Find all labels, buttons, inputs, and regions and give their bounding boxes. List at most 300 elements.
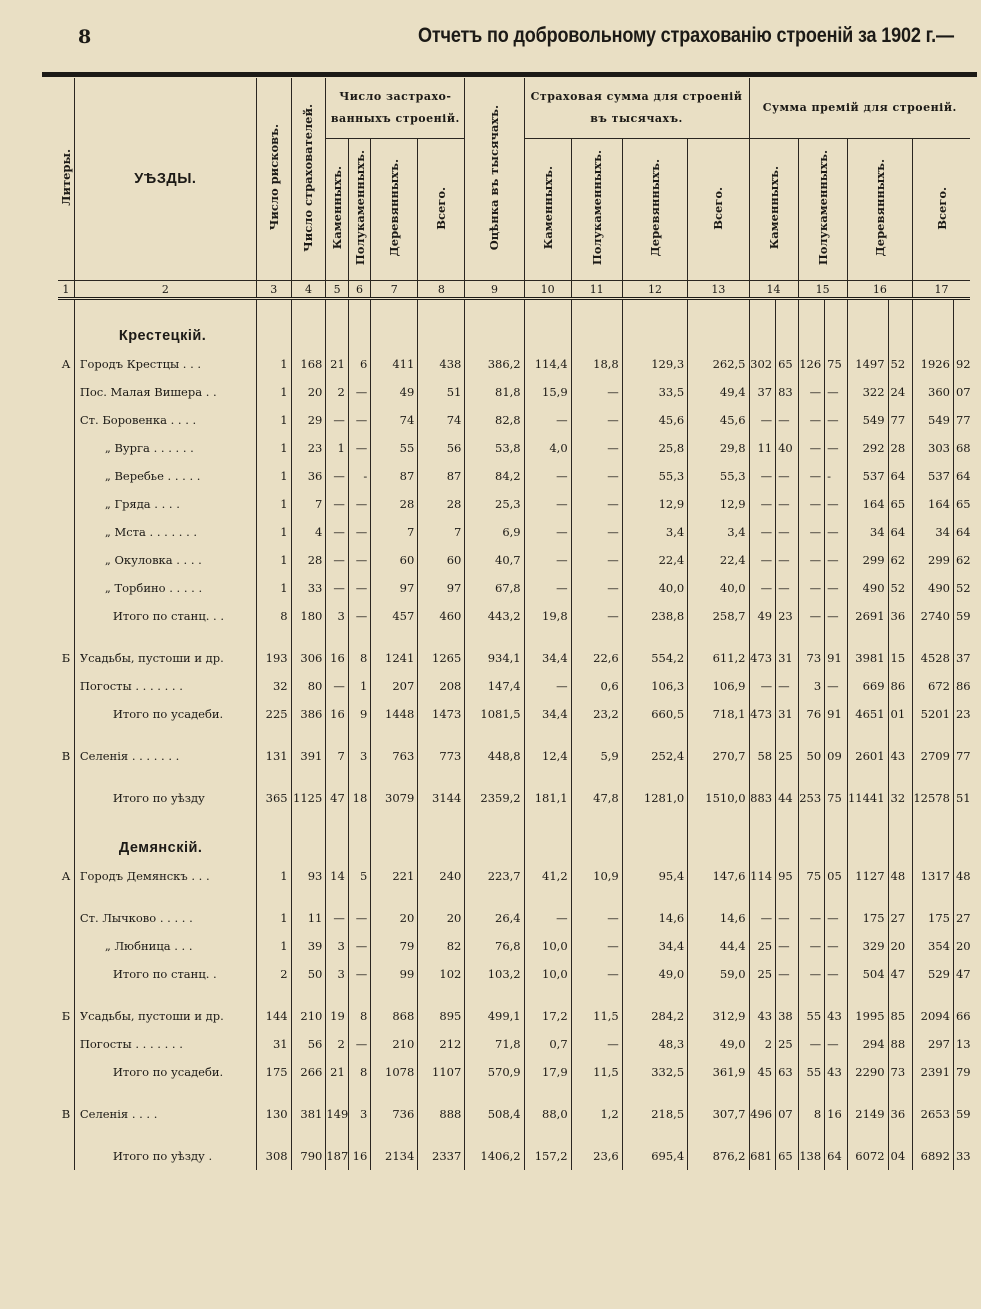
value-cell: 164 <box>913 490 954 518</box>
value-cell: 672 <box>913 672 954 700</box>
value-cell: 448,8 <box>465 742 524 770</box>
value-cell: — <box>776 490 798 518</box>
value-cell: 49,0 <box>622 960 687 988</box>
value-cell: 2653 <box>913 1100 954 1128</box>
value-cell: — <box>571 904 622 932</box>
value-cell: 27 <box>888 904 913 932</box>
value-cell: 55,3 <box>622 462 687 490</box>
value-cell: 695,4 <box>622 1142 687 1170</box>
value-cell: 51 <box>418 378 465 406</box>
value-cell: 50 <box>798 742 825 770</box>
value-cell: 51 <box>953 784 970 812</box>
value-cell: 13 <box>953 1030 970 1058</box>
value-cell: 25 <box>749 932 776 960</box>
value-cell: — <box>571 960 622 988</box>
value-cell: 91 <box>825 644 847 672</box>
gap-cell <box>847 890 888 904</box>
value-cell: — <box>798 462 825 490</box>
value-cell: — <box>798 378 825 406</box>
value-cell: 570,9 <box>465 1058 524 1086</box>
row-litera <box>58 700 74 728</box>
row-name: Итого по уѣзду . <box>74 1142 256 1170</box>
gap-cell <box>465 988 524 1002</box>
value-cell: 52 <box>953 574 970 602</box>
value-cell: 2 <box>256 960 291 988</box>
value-cell: 611,2 <box>688 644 749 672</box>
gap-cell <box>749 1086 776 1100</box>
value-cell: — <box>798 960 825 988</box>
value-cell: 391 <box>291 742 326 770</box>
gap-cell <box>688 728 749 742</box>
column-number: 4 <box>291 281 326 299</box>
value-cell: — <box>776 462 798 490</box>
value-cell: 43 <box>888 742 913 770</box>
value-cell: 76,8 <box>465 932 524 960</box>
gap-cell <box>58 1086 74 1100</box>
value-cell: 9 <box>348 700 370 728</box>
empty-cell <box>465 812 524 862</box>
empty-cell <box>798 812 825 862</box>
value-cell: 1241 <box>371 644 418 672</box>
value-cell: 262,5 <box>688 350 749 378</box>
value-cell: 28 <box>888 434 913 462</box>
gap-cell <box>888 890 913 904</box>
column-number: 10 <box>524 281 571 299</box>
value-cell: 1127 <box>847 862 888 890</box>
value-cell: — <box>326 490 348 518</box>
empty-cell <box>749 812 776 862</box>
header-sum-total: Всего. <box>688 139 749 281</box>
row-name: Итого по уѣзду <box>74 784 256 812</box>
gap-cell <box>418 1086 465 1100</box>
value-cell: 187 <box>326 1142 348 1170</box>
table-row <box>58 784 970 812</box>
empty-cell <box>776 299 798 351</box>
value-cell: 14 <box>326 862 348 890</box>
value-cell: 75 <box>825 350 847 378</box>
gap-cell <box>953 1086 970 1100</box>
gap-cell <box>888 988 913 1002</box>
value-cell: — <box>348 518 370 546</box>
value-cell: 253 <box>798 784 825 812</box>
value-cell: 34,4 <box>622 932 687 960</box>
value-cell: 22,6 <box>571 644 622 672</box>
empty-cell <box>571 299 622 351</box>
value-cell: 22,4 <box>688 546 749 574</box>
header-insurers: Число страхователей. <box>291 78 326 281</box>
value-cell: 210 <box>371 1030 418 1058</box>
row-litera <box>58 378 74 406</box>
gap-cell <box>776 770 798 784</box>
value-cell: 26,4 <box>465 904 524 932</box>
gap-cell <box>465 770 524 784</box>
value-cell: 11441 <box>847 784 888 812</box>
value-cell: 55 <box>798 1002 825 1030</box>
value-cell: — <box>571 378 622 406</box>
value-cell: 7 <box>326 742 348 770</box>
value-cell: 129,3 <box>622 350 687 378</box>
value-cell: — <box>776 518 798 546</box>
row-name: „ Гряда . . . . <box>74 490 256 518</box>
value-cell: 883 <box>749 784 776 812</box>
value-cell: 381 <box>291 1100 326 1128</box>
insurance-table <box>58 78 970 1170</box>
value-cell: 266 <box>291 1058 326 1086</box>
gap-cell <box>524 988 571 1002</box>
value-cell: 102 <box>418 960 465 988</box>
row-name: „ Любница . . . <box>74 932 256 960</box>
value-cell: 2359,2 <box>465 784 524 812</box>
value-cell: 55 <box>371 434 418 462</box>
empty-cell <box>953 299 970 351</box>
value-cell: 43 <box>825 1002 847 1030</box>
gap-cell <box>798 1086 825 1100</box>
gap-cell <box>326 1086 348 1100</box>
value-cell: 76 <box>798 700 825 728</box>
header-sum-semi: Полукаменныхъ. <box>571 139 622 281</box>
value-cell: 212 <box>418 1030 465 1058</box>
value-cell: 284,2 <box>622 1002 687 1030</box>
row-litera <box>58 602 74 630</box>
value-cell: — <box>348 932 370 960</box>
row-name: Итого по усадеби. <box>74 1058 256 1086</box>
value-cell: — <box>571 518 622 546</box>
section-title: Крестецкій. <box>74 299 256 351</box>
value-cell: 360 <box>913 378 954 406</box>
table-row <box>58 378 970 406</box>
value-cell: 48 <box>888 862 913 890</box>
value-cell: 50 <box>291 960 326 988</box>
gap-cell <box>371 770 418 784</box>
value-cell: — <box>749 406 776 434</box>
section-header-row <box>58 299 970 351</box>
value-cell: 65 <box>888 490 913 518</box>
header-uezdy: УѢЗДЫ. <box>74 78 256 281</box>
value-cell: 43 <box>749 1002 776 1030</box>
gap-cell <box>749 1128 776 1142</box>
value-cell: 23,6 <box>571 1142 622 1170</box>
value-cell: — <box>571 602 622 630</box>
value-cell: 49,4 <box>688 378 749 406</box>
gap-cell <box>847 1086 888 1100</box>
gap-cell <box>913 1128 954 1142</box>
value-cell: 386 <box>291 700 326 728</box>
gap-cell <box>256 988 291 1002</box>
value-cell: 33,5 <box>622 378 687 406</box>
empty-cell <box>326 812 348 862</box>
value-cell: 114,4 <box>524 350 571 378</box>
value-cell: 508,4 <box>465 1100 524 1128</box>
value-cell: 1406,2 <box>465 1142 524 1170</box>
value-cell: 12578 <box>913 784 954 812</box>
gap-cell <box>348 770 370 784</box>
value-cell: 04 <box>888 1142 913 1170</box>
value-cell: 736 <box>371 1100 418 1128</box>
table-row <box>58 434 970 462</box>
value-cell: 58 <box>749 742 776 770</box>
value-cell: 75 <box>798 862 825 890</box>
value-cell: 25 <box>776 742 798 770</box>
value-cell: 74 <box>371 406 418 434</box>
value-cell: 302 <box>749 350 776 378</box>
empty-cell <box>776 812 798 862</box>
empty-cell <box>571 812 622 862</box>
value-cell: 77 <box>888 406 913 434</box>
value-cell: — <box>326 518 348 546</box>
value-cell: 47 <box>953 960 970 988</box>
value-cell: 164 <box>847 490 888 518</box>
value-cell: — <box>524 546 571 574</box>
gap-cell <box>418 728 465 742</box>
value-cell: 18,8 <box>571 350 622 378</box>
value-cell: 106,9 <box>688 672 749 700</box>
value-cell: 2149 <box>847 1100 888 1128</box>
value-cell: 660,5 <box>622 700 687 728</box>
value-cell: 40,7 <box>465 546 524 574</box>
value-cell: 40 <box>776 434 798 462</box>
value-cell: 12,9 <box>622 490 687 518</box>
gap-cell <box>825 890 847 904</box>
row-name: Итого по станц. . <box>74 960 256 988</box>
gap-cell <box>465 630 524 644</box>
gap-cell <box>825 988 847 1002</box>
value-cell: — <box>326 406 348 434</box>
column-number: 12 <box>622 281 687 299</box>
gap-cell <box>74 770 256 784</box>
value-cell: 05 <box>825 862 847 890</box>
value-cell: 2 <box>749 1030 776 1058</box>
value-cell: — <box>825 932 847 960</box>
value-cell: — <box>348 434 370 462</box>
value-cell: — <box>776 406 798 434</box>
value-cell: 3 <box>348 1100 370 1128</box>
value-cell: 73 <box>888 1058 913 1086</box>
value-cell: 39 <box>291 932 326 960</box>
value-cell: 669 <box>847 672 888 700</box>
value-cell: 6 <box>348 350 370 378</box>
table-row <box>58 1142 970 1170</box>
row-litera <box>58 518 74 546</box>
table-row <box>58 1128 970 1142</box>
table-row <box>58 728 970 742</box>
gap-cell <box>847 770 888 784</box>
value-cell: 1 <box>256 862 291 890</box>
table-row <box>58 862 970 890</box>
column-number: 7 <box>371 281 418 299</box>
value-cell: 303 <box>913 434 954 462</box>
empty-cell <box>371 812 418 862</box>
row-name: Погосты . . . . . . . <box>74 672 256 700</box>
gap-cell <box>913 1086 954 1100</box>
value-cell: 32 <box>256 672 291 700</box>
value-cell: 68 <box>953 434 970 462</box>
value-cell: 306 <box>291 644 326 672</box>
header-valuation: Оцѣнка въ тысячахъ. <box>465 78 524 281</box>
gap-cell <box>291 1086 326 1100</box>
row-litera <box>58 1058 74 1086</box>
value-cell: 7 <box>371 518 418 546</box>
value-cell: 65 <box>776 350 798 378</box>
gap-cell <box>571 988 622 1002</box>
gap-cell <box>825 630 847 644</box>
gap-cell <box>371 890 418 904</box>
gap-cell <box>256 728 291 742</box>
row-litera: В <box>61 749 71 763</box>
gap-cell <box>798 630 825 644</box>
row-litera <box>58 960 74 988</box>
value-cell: 16 <box>825 1100 847 1128</box>
value-cell: 18 <box>348 784 370 812</box>
value-cell: 1081,5 <box>465 700 524 728</box>
table-row <box>58 462 970 490</box>
empty-cell <box>749 299 776 351</box>
value-cell: 15 <box>888 644 913 672</box>
row-name: Городъ Демянскъ . . . <box>74 862 256 890</box>
value-cell: 11 <box>291 904 326 932</box>
gap-cell <box>524 630 571 644</box>
value-cell: — <box>749 518 776 546</box>
table-row <box>58 602 970 630</box>
value-cell: 28 <box>291 546 326 574</box>
value-cell: 312,9 <box>688 1002 749 1030</box>
column-number: 15 <box>798 281 847 299</box>
row-name: Усадьбы, пустоши и др. <box>74 1002 256 1030</box>
header-sum-group: Страховая сумма для строеній въ тысячахъ. <box>524 78 749 139</box>
gap-cell <box>571 1128 622 1142</box>
header-prem-semi: Полукаменныхъ. <box>798 139 847 281</box>
row-name: Итого по усадеби. <box>74 700 256 728</box>
value-cell: 3,4 <box>688 518 749 546</box>
gap-cell <box>749 988 776 1002</box>
empty-cell <box>256 299 291 351</box>
table-row <box>58 742 970 770</box>
gap-cell <box>524 770 571 784</box>
table-row <box>58 546 970 574</box>
column-number: 2 <box>74 281 256 299</box>
value-cell: 34,4 <box>524 700 571 728</box>
gap-cell <box>74 728 256 742</box>
value-cell: 20 <box>371 904 418 932</box>
row-name: Селенія . . . . . . . <box>74 742 256 770</box>
value-cell: 2094 <box>913 1002 954 1030</box>
value-cell: — <box>348 490 370 518</box>
value-cell: 34 <box>847 518 888 546</box>
value-cell: 3 <box>326 960 348 988</box>
table-row <box>58 1030 970 1058</box>
table-row <box>58 988 970 1002</box>
value-cell: 2134 <box>371 1142 418 1170</box>
value-cell: 718,1 <box>688 700 749 728</box>
value-cell: — <box>348 406 370 434</box>
value-cell: 59,0 <box>688 960 749 988</box>
row-litera <box>58 904 74 932</box>
value-cell: 329 <box>847 932 888 960</box>
value-cell: 23 <box>291 434 326 462</box>
gap-cell <box>291 630 326 644</box>
row-litera <box>58 462 74 490</box>
empty-cell <box>418 299 465 351</box>
value-cell: 11,5 <box>571 1058 622 1086</box>
gap-cell <box>847 1128 888 1142</box>
gap-cell <box>622 1086 687 1100</box>
value-cell: 77 <box>953 406 970 434</box>
value-cell: 28 <box>418 490 465 518</box>
table-row <box>58 672 970 700</box>
value-cell: 8 <box>348 1002 370 1030</box>
value-cell: — <box>825 406 847 434</box>
gap-cell <box>825 1128 847 1142</box>
row-name: Пос. Малая Вишера . . <box>74 378 256 406</box>
gap-cell <box>326 630 348 644</box>
gap-cell <box>326 1128 348 1142</box>
gap-cell <box>571 890 622 904</box>
value-cell: 65 <box>776 1142 798 1170</box>
value-cell: 86 <box>888 672 913 700</box>
value-cell: — <box>749 574 776 602</box>
value-cell: 63 <box>776 1058 798 1086</box>
value-cell: — <box>749 672 776 700</box>
value-cell: 64 <box>953 518 970 546</box>
gap-cell <box>776 988 798 1002</box>
gap-cell <box>798 770 825 784</box>
value-cell: 3 <box>798 672 825 700</box>
value-cell: 7 <box>291 490 326 518</box>
gap-cell <box>256 630 291 644</box>
value-cell: 15,9 <box>524 378 571 406</box>
value-cell: 81,8 <box>465 378 524 406</box>
gap-cell <box>348 890 370 904</box>
value-cell: 223,7 <box>465 862 524 890</box>
value-cell: 549 <box>847 406 888 434</box>
value-cell: — <box>571 490 622 518</box>
value-cell: 8 <box>348 644 370 672</box>
value-cell: 93 <box>291 862 326 890</box>
row-litera <box>58 490 74 518</box>
section-litera <box>58 812 74 862</box>
empty-cell <box>888 299 913 351</box>
value-cell: 43 <box>825 1058 847 1086</box>
header-litery: Литеры. <box>58 78 74 281</box>
value-cell: 49 <box>749 602 776 630</box>
gap-cell <box>798 1128 825 1142</box>
value-cell: 60 <box>371 546 418 574</box>
value-cell: 32 <box>888 784 913 812</box>
value-cell: 5 <box>348 862 370 890</box>
gap-cell <box>326 988 348 1002</box>
row-name: „ Мста . . . . . . . <box>74 518 256 546</box>
table-row <box>58 350 970 378</box>
value-cell: 64 <box>825 1142 847 1170</box>
empty-cell <box>953 812 970 862</box>
header-stone: Каменныхъ. <box>326 139 348 281</box>
row-litera <box>58 932 74 960</box>
gap-cell <box>74 630 256 644</box>
gap-cell <box>825 770 847 784</box>
value-cell: 71,8 <box>465 1030 524 1058</box>
value-cell: 14,6 <box>688 904 749 932</box>
value-cell: 33 <box>291 574 326 602</box>
value-cell: 299 <box>913 546 954 574</box>
value-cell: 210 <box>291 1002 326 1030</box>
gap-cell <box>847 728 888 742</box>
column-number: 16 <box>847 281 912 299</box>
value-cell: 1 <box>256 518 291 546</box>
value-cell: — <box>825 904 847 932</box>
value-cell: 537 <box>913 462 954 490</box>
value-cell: 131 <box>256 742 291 770</box>
gap-cell <box>256 1086 291 1100</box>
section-litera <box>58 299 74 351</box>
